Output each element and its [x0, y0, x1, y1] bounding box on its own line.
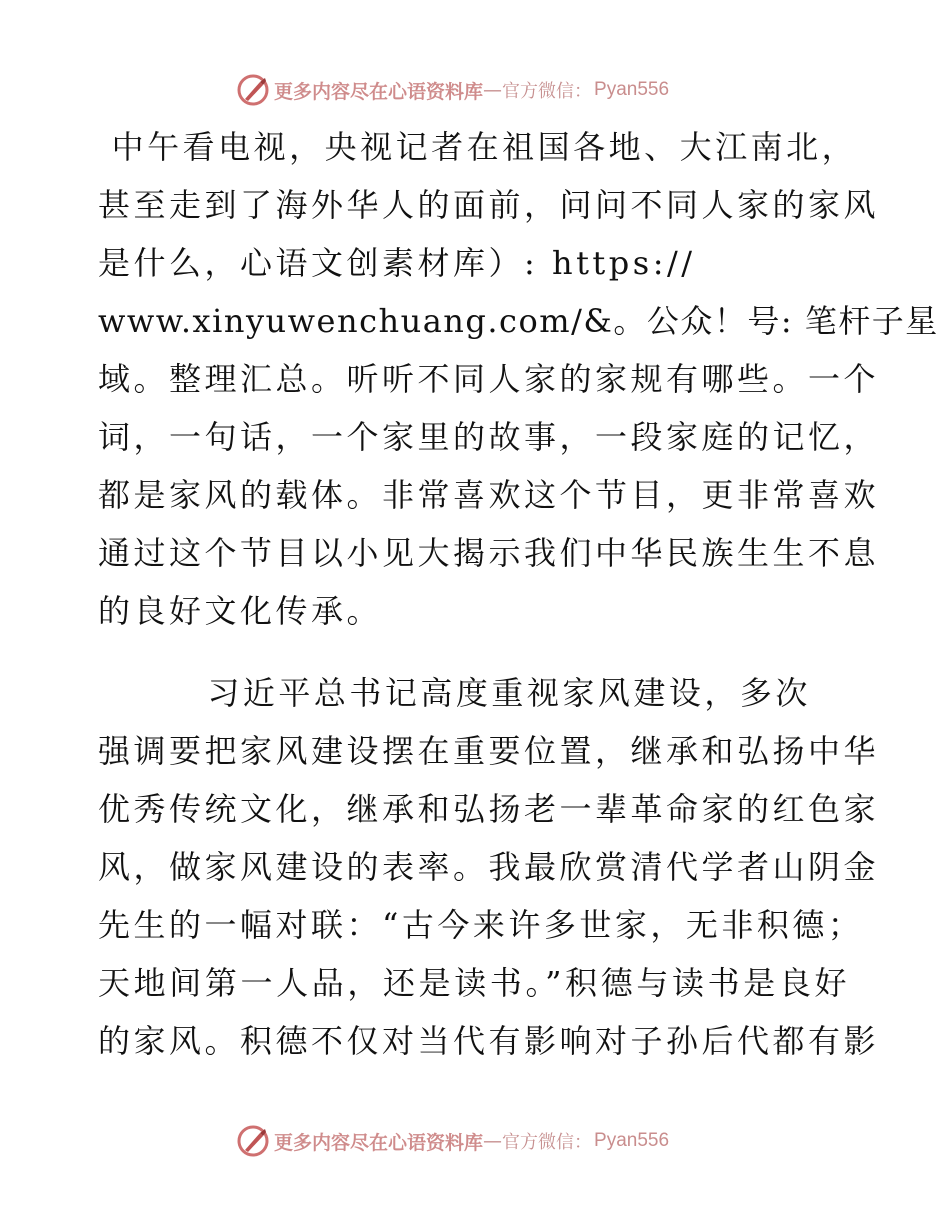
text-line: 习近平总书记高度重视家风建设，多次: [98, 674, 811, 712]
watermark-separator: —: [483, 79, 503, 101]
watermark-wechat-id: Pyan556: [594, 1130, 670, 1151]
text-line: 通过这个节目以小见大揭示我们中华民族生生不息: [98, 534, 880, 572]
text-line: 风，做家风建设的表率。我最欣赏清代学者山阴金: [98, 848, 880, 886]
text-line: 的家风。积德不仅对当代有影响对子孙后代都有影: [98, 1022, 880, 1060]
quill-circle-logo-icon: [236, 73, 270, 107]
text-line: 先生的一幅对联：“古今来许多世家，无非积德；: [98, 906, 864, 944]
watermark-wechat-label: 官方微信：: [502, 81, 593, 102]
text-line: 优秀传统文化，继承和弘扬老一辈革命家的红色家: [98, 790, 880, 828]
text-line: 的良好文化传承。: [98, 592, 383, 630]
footer-watermark: [236, 1123, 669, 1159]
paragraph-gap: [98, 640, 850, 664]
watermark-text: 更多内容尽在心语资料库: [274, 80, 484, 103]
watermark-wechat-id: Pyan556: [594, 79, 670, 100]
paragraph-2: [98, 664, 880, 1070]
text-line: 词，一句话，一个家里的故事，一段家庭的记忆，: [98, 418, 880, 456]
text-line: www.xinyuwenchuang.com/&。公众！号: 笔杆子星: [98, 302, 939, 340]
watermark-separator: —: [483, 1130, 503, 1152]
document-body: [98, 118, 939, 1070]
watermark-wechat-label: 官方微信：: [502, 1132, 593, 1153]
header-watermark: [236, 72, 669, 108]
text-line: 甚至走到了海外华人的面前，问问不同人家的家风: [98, 186, 880, 224]
text-line: 都是家风的载体。非常喜欢这个节目，更非常喜欢: [98, 476, 880, 514]
text-line: 中午看电视，央视记者在祖国各地、大江南北，: [98, 128, 858, 166]
text-line: 是什么，心语文创素材库）: https://: [98, 244, 696, 282]
text-line: 天地间第一人品，还是读书。”积德与读书是良好: [98, 964, 850, 1002]
quill-circle-logo-icon: [236, 1124, 270, 1158]
watermark-text: 更多内容尽在心语资料库: [274, 1131, 484, 1154]
text-line: 强调要把家风建设摆在重要位置，继承和弘扬中华: [98, 732, 880, 770]
paragraph-1: [98, 118, 939, 640]
text-line: 域。整理汇总。听听不同人家的家规有哪些。一个: [98, 360, 880, 398]
